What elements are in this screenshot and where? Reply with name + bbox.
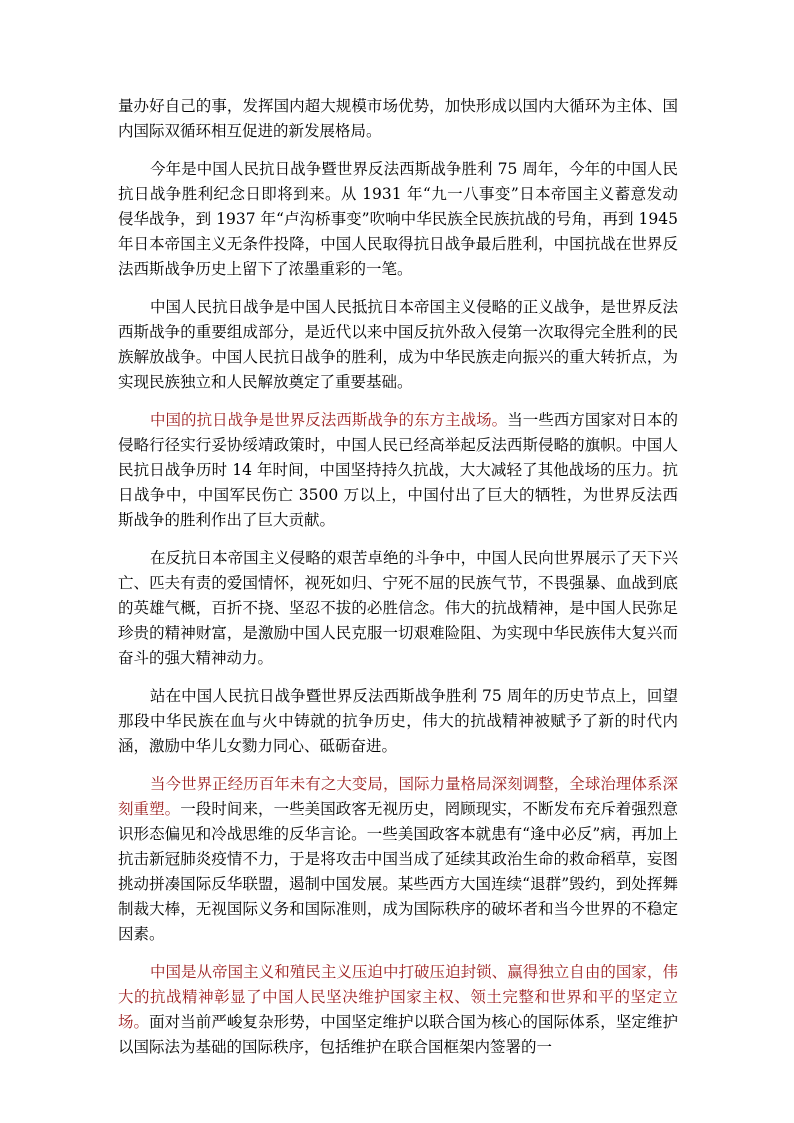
- body-paragraph: [118, 408, 678, 533]
- body-paragraph: [118, 772, 678, 947]
- paragraph-text: 今年是中国人民抗日战争暨世界反法西斯战争胜利 75 周年，今年的中国人民抗日战争胜利纪念日即将到来。从 1931 年“九一八事变”日本帝国主义蓄意发动侵华战争，到 1937 年“卢沟桥事变”吹响中华民族全民族抗战的号角，再到 1945 年日本帝国主义无条件投降，中国人民取得抗日战争最后胜利，中国抗战在世界反法西斯战争历史上留下了浓墨重彩的一笔。: [118, 160, 678, 278]
- paragraph-text: 在反抗日本帝国主义侵略的艰苦卓绝的斗争中，中国人民向世界展示了天下兴亡、匹夫有责的爱国情怀，视死如归、宁死不屈的民族气节，不畏强暴、血战到底的英雄气概，百折不挠、坚忍不拔的必胜信念。伟大的抗战精神，是中国人民弥足珍贵的精神财富，是激励中国人民克服一切艰难险阻、为实现中华民族伟大复兴而奋斗的强大精神动力。: [118, 549, 678, 667]
- paragraph-text: 当一些西方国家对日本的侵略行径实行妥协绥靖政策时，中国人民已经高举起反法西斯侵略的旗帜。中国人民抗日战争历时 14 年时间，中国坚持持久抗战，大大减轻了其他战场的压力。抗日战争中，中国军民伤亡 3500 万以上，中国付出了巨大的牺牲，为世界反法西斯战争的胜利作出了巨大贡献。: [118, 411, 678, 529]
- paragraph-text: 站在中国人民抗日战争暨世界反法西斯战争胜利 75 周年的历史节点上，回望那段中华民族在血与火中铸就的抗争历史，伟大的抗战精神被赋予了新的时代内涵，激励中华儿女勠力同心、砥砺奋进。: [118, 687, 678, 755]
- body-paragraph: [118, 295, 678, 395]
- highlighted-text: 中国是从帝国主义和殖民主义压迫中打破压迫封锁、赢得独立自由的国家，伟大的抗战精神彰显了中国人民坚决维护国家主权、领土完整和世界和平的坚定立场。: [118, 963, 678, 1031]
- document-page: [118, 94, 678, 1073]
- body-paragraph: [118, 960, 678, 1060]
- paragraph-text: 面对当前严峻复杂形势，中国坚定维护以联合国为核心的国际体系，坚定维护以国际法为基础的国际秩序，包括维护在联合国框架内签署的一: [118, 1013, 678, 1056]
- body-paragraph: [118, 157, 678, 282]
- body-paragraph: [118, 546, 678, 671]
- paragraph-text: 量办好自己的事，发挥国内超大规模市场优势，加快形成以国内大循环为主体、国内国际双循环相互促进的新发展格局。: [118, 97, 678, 140]
- body-paragraph: [118, 684, 678, 759]
- paragraph-text: 中国人民抗日战争是中国人民抵抗日本帝国主义侵略的正义战争，是世界反法西斯战争的重要组成部分，是近代以来中国反抗外敌入侵第一次取得完全胜利的民族解放战争。中国人民抗日战争的胜利，成为中华民族走向振兴的重大转折点，为实现民族独立和人民解放奠定了重要基础。: [118, 298, 678, 391]
- paragraph-text: 一段时间来，一些美国政客无视历史，罔顾现实，不断发布充斥着强烈意识形态偏见和冷战思维的反华言论。一些美国政客本就患有“逢中必反”病，再加上抗击新冠肺炎疫情不力，于是将攻击中国当成了延续其政治生命的救命稻草，妄图挑动拼凑国际反华联盟，遏制中国发展。某些西方大国连续“退群”毁约，到处挥舞制裁大棒，无视国际义务和国际准则，成为国际秩序的破坏者和当今世界的不稳定因素。: [118, 800, 678, 943]
- highlighted-text: 中国的抗日战争是世界反法西斯战争的东方主战场。: [150, 411, 508, 429]
- body-paragraph: [118, 94, 678, 144]
- highlighted-text: 当今世界正经历百年未有之大变局，国际力量格局深刻调整，全球治理体系深刻重塑。: [118, 775, 678, 818]
